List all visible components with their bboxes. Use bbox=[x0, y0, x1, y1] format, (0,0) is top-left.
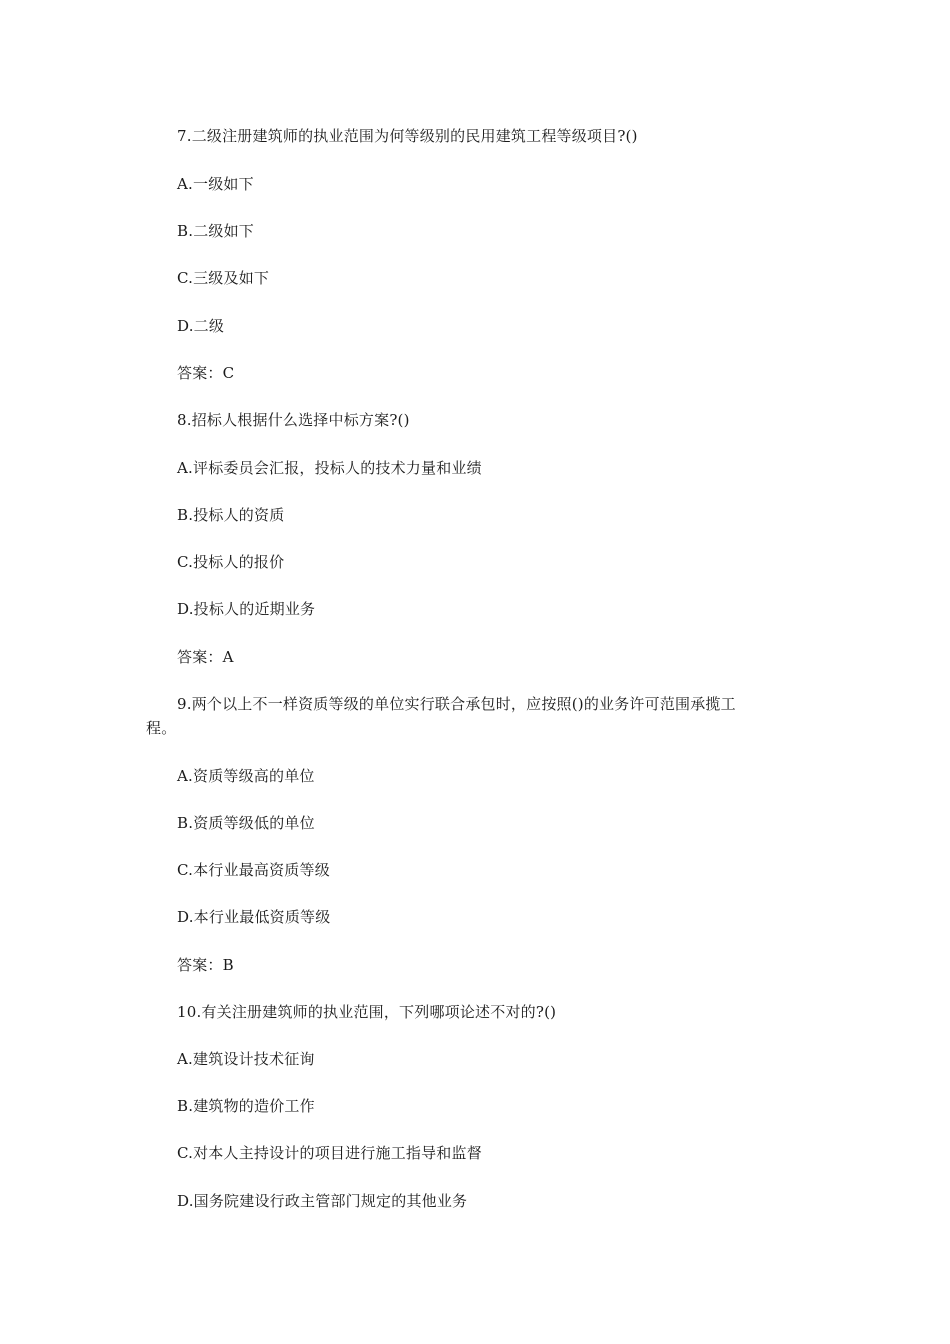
question-10-option-d: D.国务院建设行政主管部门规定的其他业务 bbox=[177, 1192, 468, 1210]
question-8-text: 8.招标人根据什么选择中标方案?() bbox=[177, 411, 410, 429]
question-10-option-c: C.对本人主持设计的项目进行施工指导和监督 bbox=[177, 1144, 482, 1162]
question-7-option-b: B.二级如下 bbox=[177, 222, 254, 240]
question-7-answer: 答案：C bbox=[177, 364, 235, 382]
question-8-option-b: B.投标人的资质 bbox=[177, 506, 285, 524]
question-9-option-a: A.资质等级高的单位 bbox=[177, 767, 315, 785]
question-9-option-c: C.本行业最高资质等级 bbox=[177, 861, 330, 879]
question-8-answer: 答案：A bbox=[177, 648, 234, 666]
question-7-option-c: C.三级及如下 bbox=[177, 269, 270, 287]
question-10-option-a: A.建筑设计技术征询 bbox=[177, 1050, 315, 1068]
question-10-text: 10.有关注册建筑师的执业范围，下列哪项论述不对的?() bbox=[177, 1003, 557, 1021]
question-8-option-d: D.投标人的近期业务 bbox=[177, 600, 316, 618]
question-7-option-d: D.二级 bbox=[177, 317, 225, 335]
question-7-option-a: A.一级如下 bbox=[177, 175, 254, 193]
question-8-option-a: A.评标委员会汇报，投标人的技术力量和业绩 bbox=[177, 459, 482, 477]
question-7-text: 7.二级注册建筑师的执业范围为何等级别的民用建筑工程等级项目?() bbox=[177, 127, 638, 145]
question-9-text-continued: 程。 bbox=[146, 719, 177, 737]
question-9-answer: 答案：B bbox=[177, 956, 234, 974]
question-9-option-d: D.本行业最低资质等级 bbox=[177, 908, 331, 926]
question-9-option-b: B.资质等级低的单位 bbox=[177, 814, 315, 832]
question-10-option-b: B.建筑物的造价工作 bbox=[177, 1097, 315, 1115]
question-9-text: 9.两个以上不一样资质等级的单位实行联合承包时，应按照()的业务许可范围承揽工 bbox=[177, 695, 736, 713]
question-8-option-c: C.投标人的报价 bbox=[177, 553, 285, 571]
